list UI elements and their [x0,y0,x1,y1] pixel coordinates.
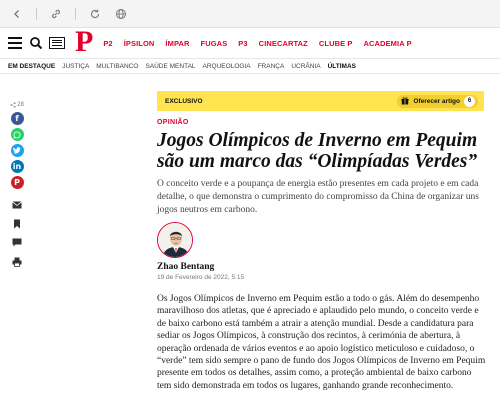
comment-icon[interactable] [11,236,24,249]
topic-nav-label: EM DESTAQUE [8,62,56,70]
exclusive-banner [157,91,484,111]
topic-link-multibanco[interactable]: MULTIBANCO [96,62,139,70]
offer-article-button[interactable] [397,95,478,108]
email-icon[interactable] [11,198,24,211]
search-icon[interactable] [29,36,43,50]
article-section-kicker[interactable]: OPINIÃO [157,119,189,126]
offer-count-badge: 6 [464,96,475,107]
refresh-icon[interactable] [88,7,102,21]
section-link-fugas[interactable]: FUGAS [200,38,228,48]
topic-nav [0,58,500,74]
article-lead: O conceito verde e a poupança de energia estão presentes em cada projeto e em cada detalhe, o que demonstra o cumprimento do compromisso da China de organizar uns jogos neutros em carbono. [157,179,479,216]
section-link-p3[interactable]: P3 [238,38,248,48]
twitter-icon[interactable] [11,144,24,157]
globe-icon[interactable] [114,7,128,21]
section-link-ipsilon[interactable]: ÍPSILON [123,38,155,48]
section-link-academia-p[interactable]: ACADEMIA P [363,38,412,48]
section-link-p2[interactable]: P2 [103,38,113,48]
share-icon [10,102,16,108]
link-icon[interactable] [49,7,63,21]
publish-date: 19 de Fevereiro de 2022, 5:15 [157,274,245,281]
topic-link-ultimas[interactable]: ÚLTIMAS [327,62,356,70]
section-link-cinecartaz[interactable]: CINECARTAZ [258,38,308,48]
exclusive-label: EXCLUSIVO [165,97,203,105]
topic-link-ucrania[interactable]: UCRÂNIA [291,62,321,70]
topic-link-arqueologia[interactable]: ARQUEOLOGIA [202,62,251,70]
toolbar-divider [75,8,76,20]
article-headline: Jogos Olímpicos de Inverno em Pequim são um marco das “Olimpíadas Verdes” [157,130,478,172]
browser-toolbar [0,0,500,28]
offer-article-label: Oferecer artigo [413,97,460,105]
author-avatar[interactable] [157,222,193,258]
publico-logo[interactable]: P [75,25,94,58]
section-link-impar[interactable]: ÍMPAR [165,38,190,48]
share-rail [7,102,27,268]
article-body: Os Jogos Olímpicos de Inverno em Pequim estão a todo o gás. Além do desempenho maravilhoso dos atletas, que é apreciado e aplaudido pelo mundo, o conceito verde e de baixo carbono está também a atrair a atenção mundial. Desde a candidatura para sediar os Jogos Olímpicos, à construção dos recintos, à cerimónia de abertura, à operação ordenada de vários eventos e ao apoio logístico meticuloso e cuidadoso, o “verde” tem sido sempre o pano de fundo dos Jogos Olímpicos de Inverno em Pequim presente em todos os detalhes, assim como, a proteção ambiental de baixo carbono tem sido demonstrada em todos os lugares, ganhando grande reconhecimento. [157,294,486,391]
topic-link-justica[interactable]: JUSTIÇA [62,62,90,70]
section-link-clube-p[interactable]: CLUBE P [318,38,353,48]
newspaper-edition-icon[interactable] [49,37,65,49]
section-links [103,39,411,48]
toolbar-divider [36,8,37,20]
print-icon[interactable] [11,255,24,268]
bookmark-icon[interactable] [11,217,24,230]
back-icon[interactable] [10,7,24,21]
pinterest-icon[interactable]: P [11,176,24,189]
facebook-icon[interactable]: f [11,112,24,125]
gift-icon [401,97,409,105]
topic-link-saude-mental[interactable]: SAÚDE MENTAL [145,62,196,70]
author-name[interactable]: Zhao Bentang [157,262,215,272]
menu-icon[interactable] [8,37,22,49]
linkedin-icon[interactable]: in [11,160,24,173]
site-header [0,25,500,58]
topic-link-franca[interactable]: FRANÇA [257,62,285,70]
whatsapp-icon[interactable] [11,128,24,141]
share-count: 28 [10,102,24,108]
